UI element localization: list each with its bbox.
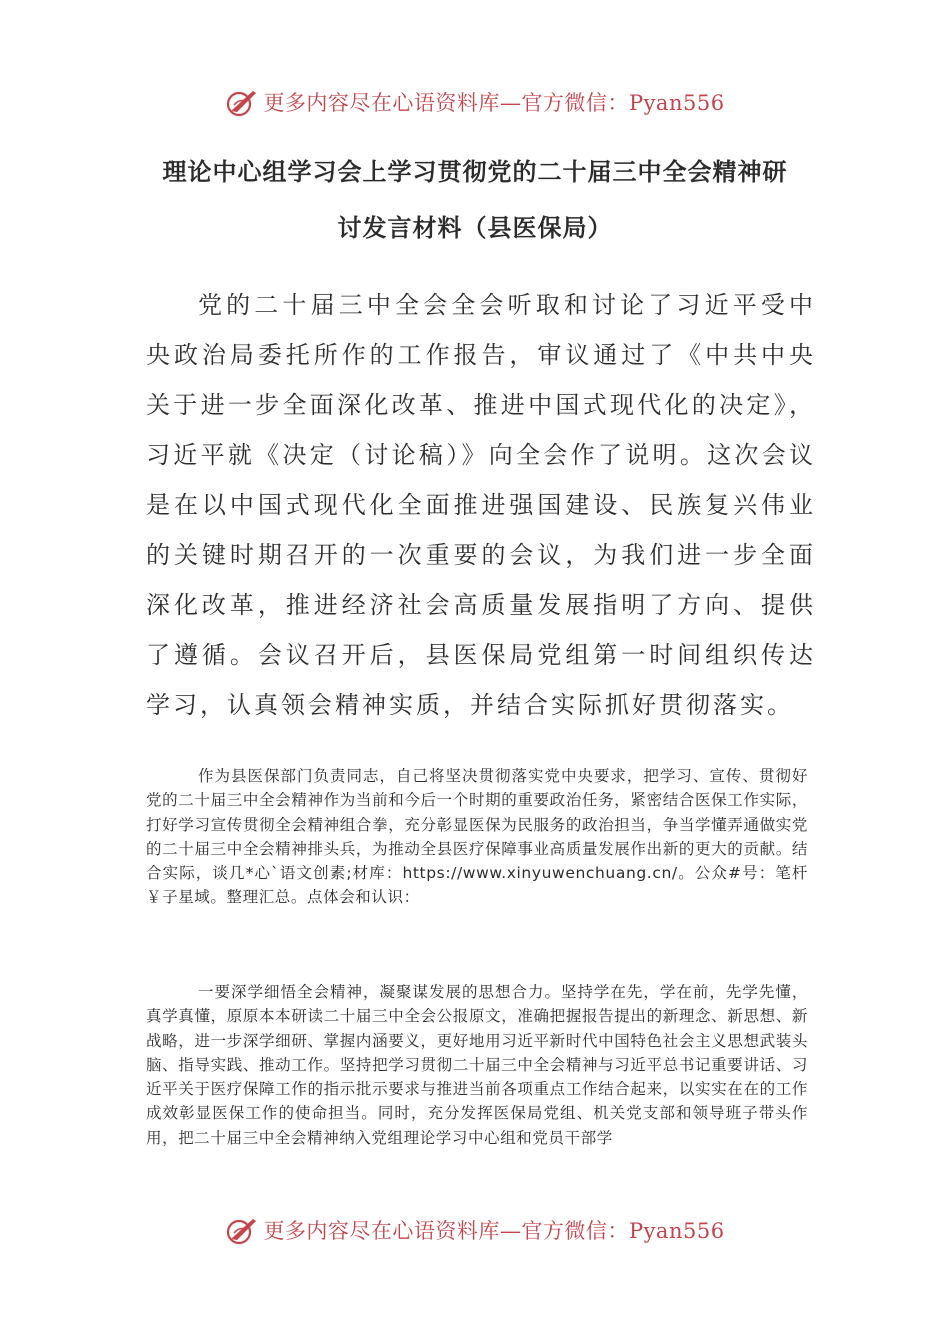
banner-slogan: 更多内容尽在心语资料库 (263, 91, 500, 115)
header-watermark-banner (0, 82, 950, 122)
title-line-1: 理论中心组学习会上学习贯彻党的二十届三中全会精神研 (162, 158, 788, 186)
footer-watermark-banner (0, 1210, 950, 1250)
banner-dash: — (499, 91, 522, 115)
banner-official-label: 官方微信： (521, 91, 629, 115)
first-point-paragraph: 一要深学细悟全会精神，凝聚谋发展的思想合力。坚持学在先，学在前，先学先懂，真学真懂，原原本本研读二十届三中全会公报原文，准确把握报告提出的新理念、新思想、新战略，进一步深学细研、掌握内涵要义，更好地用习近平新时代中国特色社会主义思想武装头脑、指导实践、推动工作。坚持把学习贯彻二十届三中全会精神与习近平总书记重要讲话、习近平关于医疗保障工作的指示批示要求与推进当前各项重点工作结合起来，以实实在在的工作成效彰显医保工作的使命担当。同时，充分发挥医保局党组、机关党支部和领导班子带头作用，把二十届三中全会精神纳入党组理论学习中心组和党员干部学 (146, 983, 808, 1147)
banner-official-label: 官方微信： (521, 1219, 629, 1243)
banner-dash: — (499, 1219, 522, 1243)
intro-paragraph: 党的二十届三中全会全会听取和讨论了习近平受中央政治局委托所作的工作报告，审议通过了《中共中央关于进一步全面深化改革、推进中国式现代化的决定》，习近平就《决定（讨论稿）》向全会作了说明。这次会议是在以中国式现代化全面推进强国建设、民族复兴伟业的关键时期召开的一次重要的会议，为我们进一步全面深化改革，推进经济社会高质量发展指明了方向、提供了遵循。会议召开后，县医保局党组第一时间组织传达学习，认真领会精神实质，并结合实际抓好贯彻落实。 (146, 291, 816, 719)
title-line-2: 讨发言材料（县医保局） (337, 214, 613, 242)
commitment-paragraph: 作为县医保部门负责同志，自己将坚决贯彻落实党中央要求，把学习、宣传、贯彻好党的二十届三中全会精神作为当前和今后一个时期的重要政治任务，紧密结合医保工作实际，打好学习宣传贯彻全会精神组合拳，充分彰显医保为民服务的政治担当，争当学懂弄通做实党的二十届三中全会精神排头兵，为推动全县医疗保障事业高质量发展作出新的更大的贡献。结合实际，谈几*心`语文创素;材库：https://www.xinyuwenchuang.cn/。公众#号：笔杆￥子星域。整理汇总。点体会和认识： (146, 767, 808, 907)
banner-slogan: 更多内容尽在心语资料库 (263, 1219, 500, 1243)
banner-wechat-id: Pyan556 (628, 1219, 725, 1243)
quill-logo-icon (225, 85, 259, 119)
banner-text (263, 1215, 724, 1245)
quill-logo-icon (225, 1213, 259, 1247)
banner-wechat-id: Pyan556 (628, 91, 725, 115)
banner-text (263, 87, 724, 117)
document-title (80, 144, 870, 256)
